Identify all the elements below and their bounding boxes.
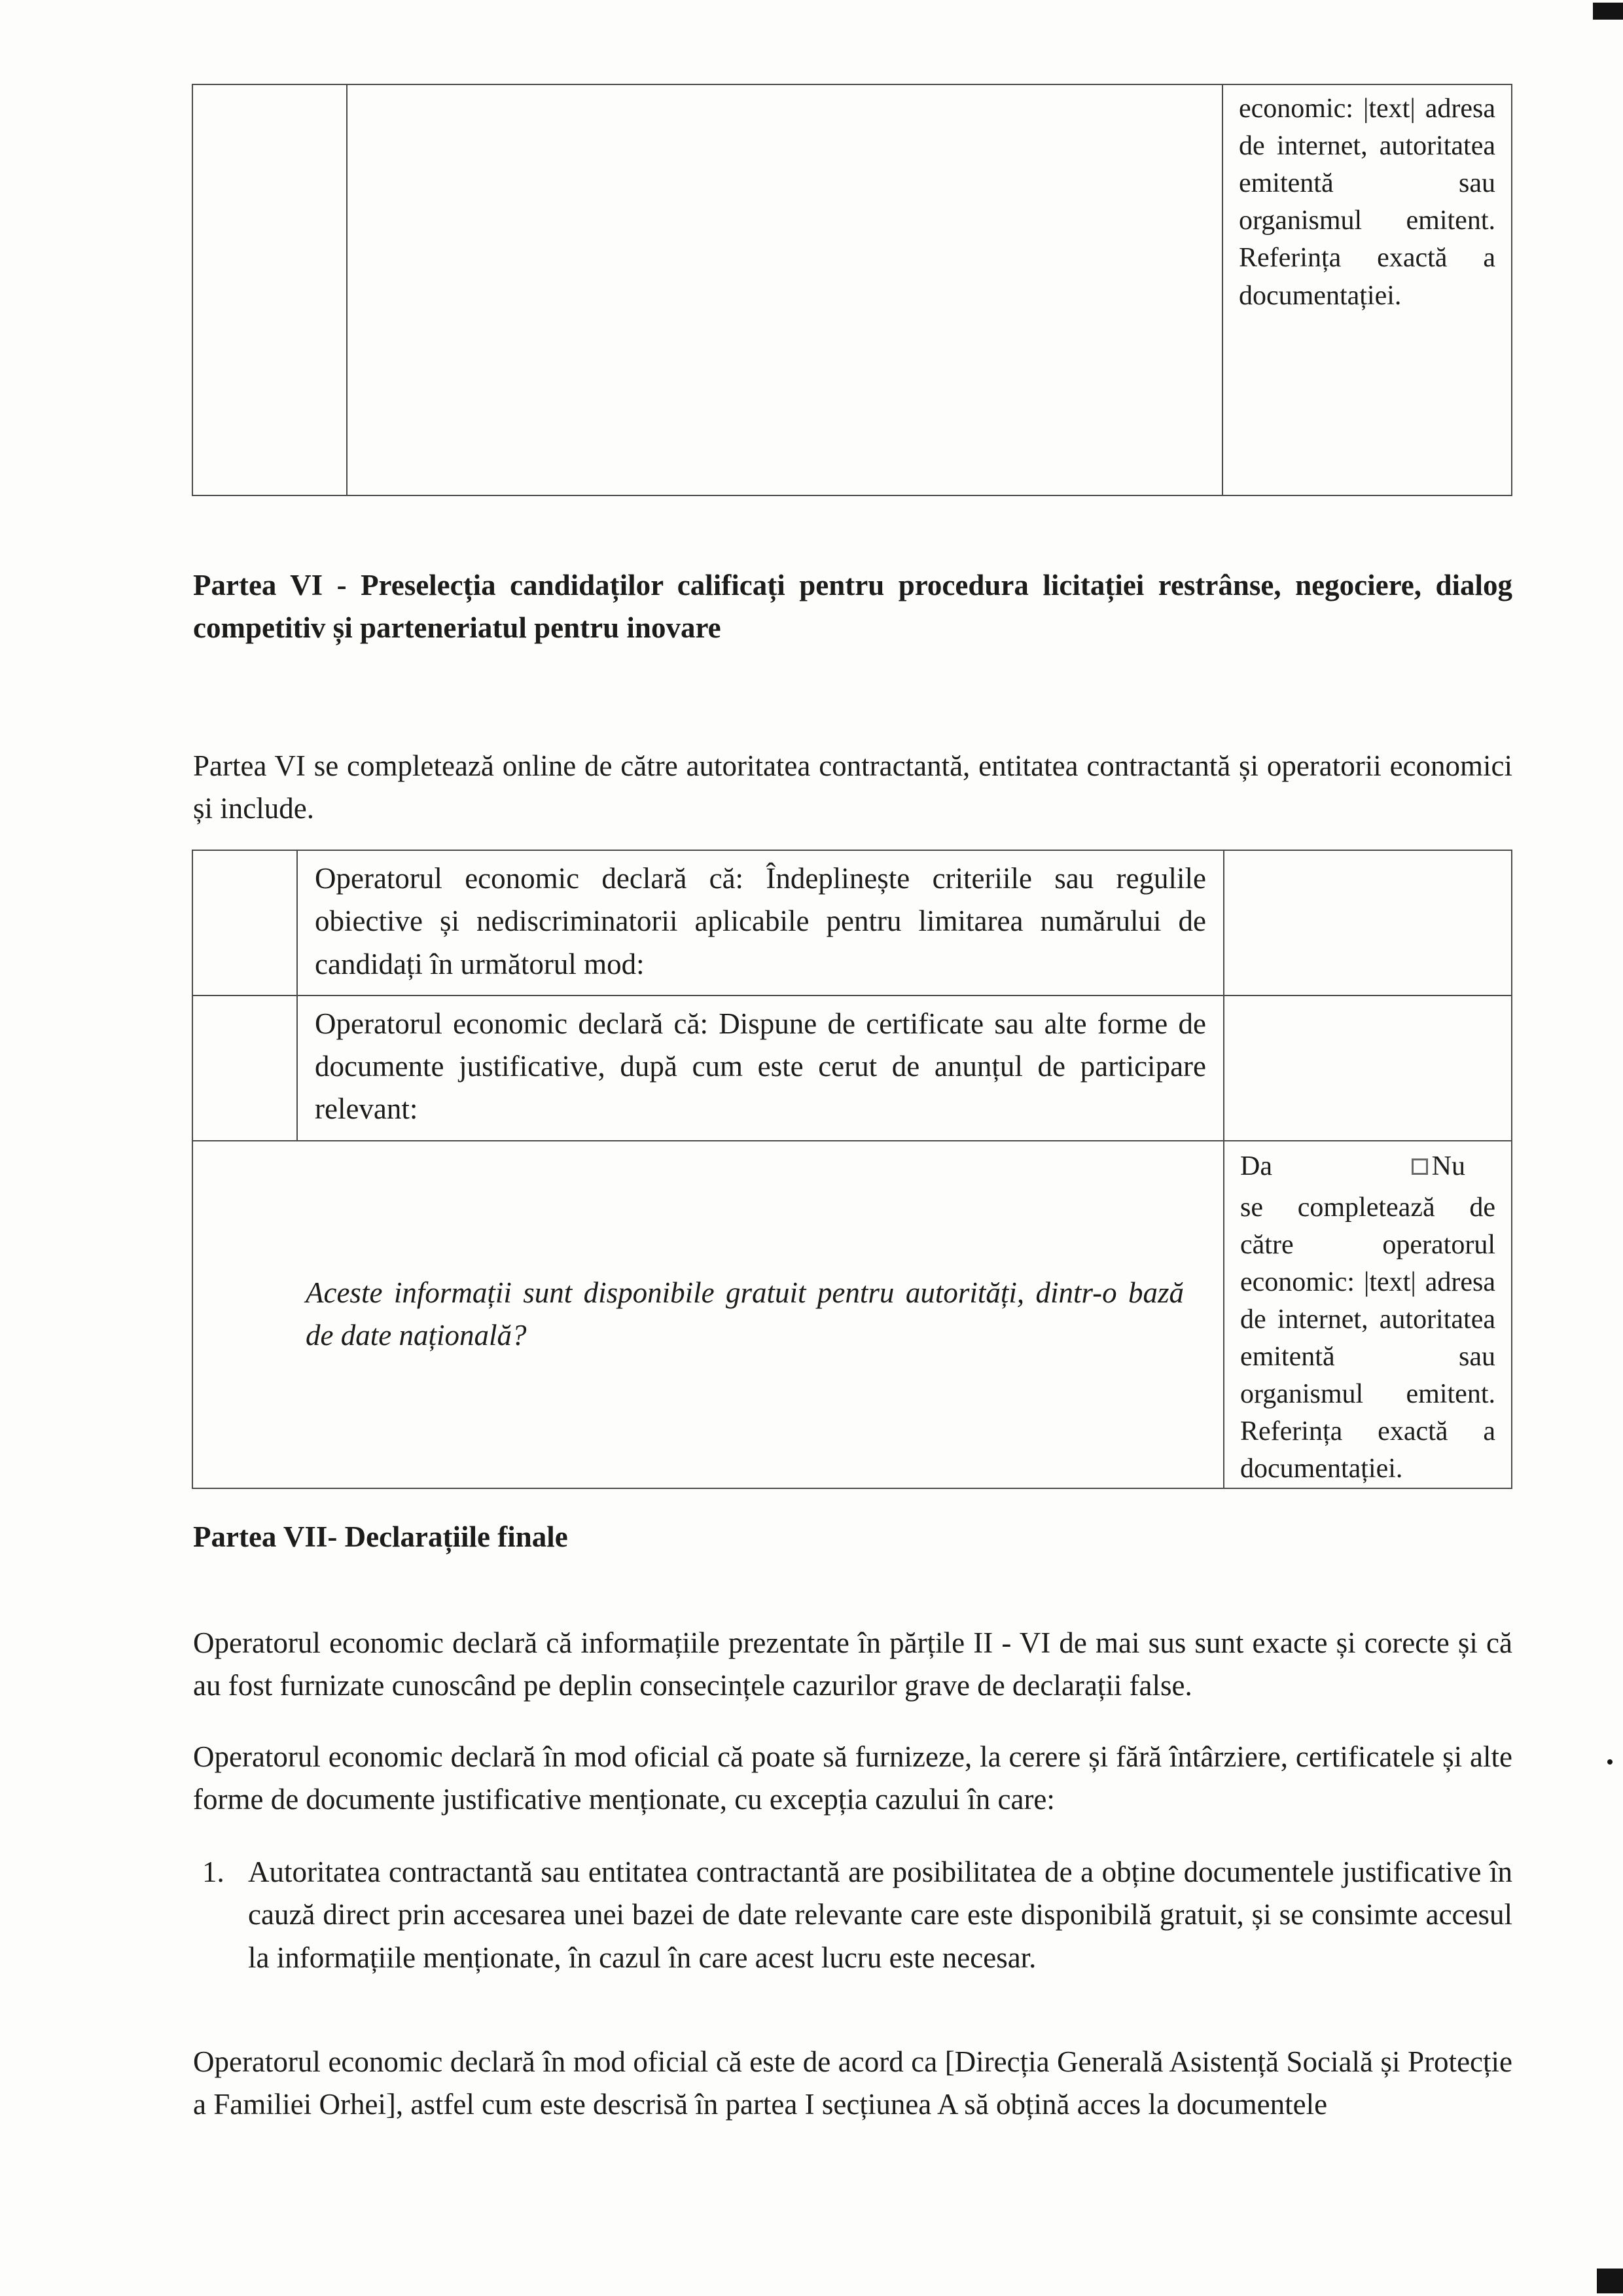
part6-table bbox=[192, 850, 1512, 1489]
table-empty-cell bbox=[1224, 996, 1511, 1140]
declaration-cell: Operatorul economic declară că: Dispune de certificate sau alte forme de documente justificative, după cum este cerut de anunțul de participare relevant: bbox=[298, 996, 1224, 1140]
table-row bbox=[193, 996, 1511, 1141]
scan-artifact-bottom-right bbox=[1597, 2269, 1623, 2293]
table-empty-cell bbox=[348, 85, 1223, 495]
question-cell bbox=[193, 1141, 1224, 1488]
table-empty-cell bbox=[1224, 851, 1511, 995]
part7-paragraph-3: Operatorul economic declară în mod oficial că este de acord ca [Direcția Generală Asistență Socială și Protecție a Familiei Orhei], astfel cum este descrisă în partea I secțiunea A să obțină acces la documentele bbox=[193, 2045, 1512, 2121]
part7-paragraph-2: Operatorul economic declară în mod oficial că poate să furnizeze, la cerere și fără întârziere, certificatele și alte forme de documente justificative menționate, cu excepția cazului în care: bbox=[193, 1740, 1512, 1816]
part7-heading: Partea VII- Declarațiile finale bbox=[193, 1520, 568, 1553]
scan-artifact-top-right bbox=[1593, 3, 1623, 20]
table-empty-cell bbox=[193, 851, 298, 995]
nu-option-label: Nu bbox=[1431, 1151, 1465, 1181]
part7-paragraph-1: Operatorul economic declară că informațiile prezentate în părțile II - VI de mai sus sunt exacte și corecte și că au fost furnizate cunoscând pe deplin consecințele cazurilor grave de declarații false. bbox=[193, 1626, 1512, 1702]
da-nu-line bbox=[1240, 1148, 1495, 1185]
table-empty-cell bbox=[193, 85, 348, 495]
nu-checkbox[interactable] bbox=[1412, 1158, 1428, 1175]
nu-option[interactable] bbox=[1412, 1148, 1465, 1185]
numbered-list-item bbox=[193, 1851, 1512, 1979]
declaration-cell: Operatorul economic declară că: Îndeplinește criteriile sau regulile obiective și nediscriminatorii aplicabile pentru limitarea numărului de candidați în următorul mod: bbox=[298, 851, 1224, 995]
part6-intro-paragraph: Partea VI se completează online de către autoritatea contractantă, entitatea contractantă și operatorii economici și include. bbox=[193, 749, 1512, 825]
table-reference-cell: economic: |text| adresa de internet, autoritatea emitentă sau organismul emitent. Referința exactă a documentației. bbox=[1239, 94, 1495, 311]
table-row bbox=[193, 851, 1511, 996]
list-item-text: Autoritatea contractantă sau entitatea contractantă are posibilitatea de a obține documentele justificative în cauză direct prin accesarea unei bazei de date relevante care este disponibilă gratuit, și se consimte accesul la informațiile menționate, în cazul în care acest lucru este necesar. bbox=[248, 1856, 1512, 1974]
answer-cell bbox=[1224, 1141, 1511, 1488]
table-row bbox=[193, 1141, 1511, 1488]
da-option-label[interactable]: Da bbox=[1240, 1151, 1272, 1181]
part6-heading: Partea VI - Preselecția candidaților calificați pentru procedura licitației restrânse, negociere, dialog competitiv și parteneriatul pentru inovare bbox=[193, 569, 1512, 645]
question-text: Aceste informații sunt disponibile gratuit pentru autorități, dintr-o bază de date națională? bbox=[306, 1276, 1184, 1352]
scan-artifact-dot bbox=[1607, 1759, 1613, 1765]
answer-reference-text: se completează de către operatorul economic: |text| adresa de internet, autoritatea emitentă sau organismul emitent. Referința exactă a documentației. bbox=[1240, 1192, 1495, 1484]
table-empty-cell bbox=[193, 996, 298, 1140]
list-item-number: 1. bbox=[202, 1856, 224, 1888]
continued-table-fragment bbox=[192, 84, 1512, 496]
